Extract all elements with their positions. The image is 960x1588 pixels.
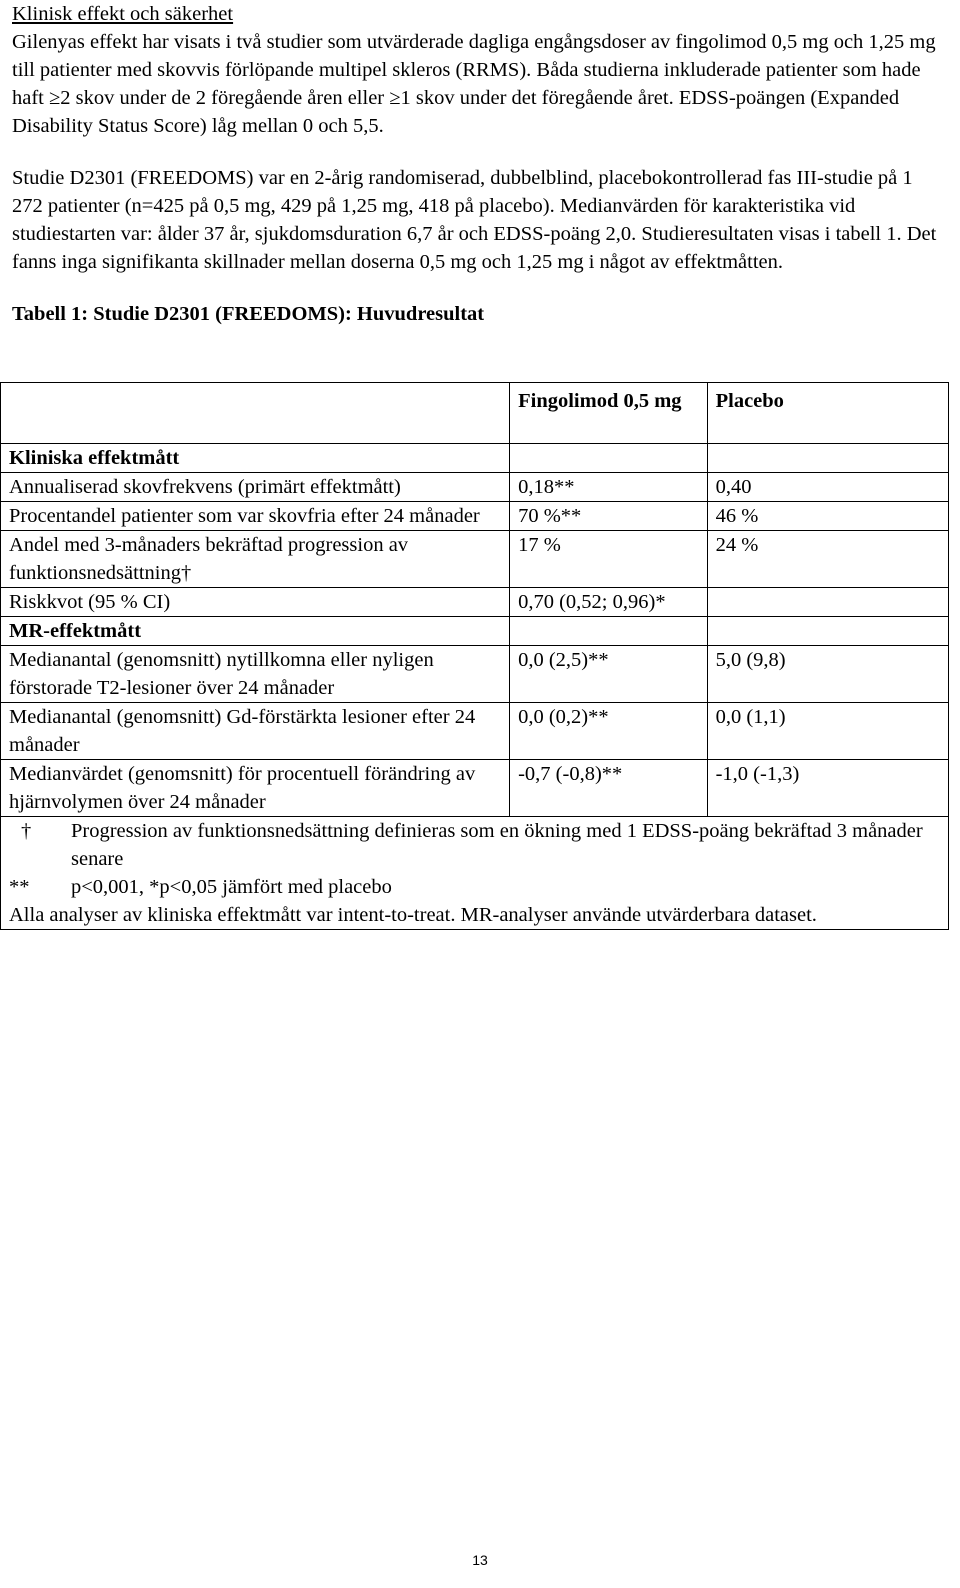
header-placebo: Placebo [707,383,948,444]
section-heading: Klinisk effekt och säkerhet [12,3,234,25]
row-placebo-value: 46 % [707,502,948,531]
row-drug-value: 0,0 (0,2)** [510,703,708,760]
table-row [1,646,949,703]
row-drug-value: 0,18** [510,473,708,502]
row-label: Medianantal (genomsnitt) nytillkomna eller nyligen förstorade T2-lesioner över 24 månader [1,646,510,703]
footnote-mark-dagger: † [21,820,32,842]
empty-cell [510,444,708,473]
results-table [0,382,949,930]
header-empty-cell [1,383,510,444]
empty-cell [707,617,948,646]
row-placebo-value: 24 % [707,531,948,588]
row-placebo-value: -1,0 (-1,3) [707,760,948,817]
row-drug-value: 70 %** [510,502,708,531]
row-drug-value: -0,7 (-0,8)** [510,760,708,817]
section-label-clinical: Kliniska effektmått [1,444,510,473]
header-fingolimod: Fingolimod 0,5 mg [510,383,708,444]
section-row-mr [1,617,949,646]
row-label: Procentandel patienter som var skovfria efter 24 månader [1,502,510,531]
empty-cell [707,444,948,473]
row-label: Riskkvot (95 % CI) [1,588,510,617]
footnote-line [9,817,940,873]
table-row [1,760,949,817]
footnote-text: p<0,001, *p<0,05 jämfört med placebo [71,876,392,898]
section-row-clinical [1,444,949,473]
document-page [12,0,948,328]
row-label: Andel med 3-månaders bekräftad progression av funktionsnedsättning† [1,531,510,588]
row-placebo-value: 0,40 [707,473,948,502]
page-number: 13 [472,1552,488,1568]
row-placebo-value [707,588,948,617]
row-label: Medianvärdet (genomsnitt) för procentuell förändring av hjärnvolymen över 24 månader [1,760,510,817]
footnote-mark-double-asterisk: ** [9,876,30,898]
row-placebo-value: 0,0 (1,1) [707,703,948,760]
empty-cell [510,617,708,646]
row-drug-value: 0,70 (0,52; 0,96)* [510,588,708,617]
footnote-row [1,817,949,930]
paragraph-study: Studie D2301 (FREEDOMS) var en 2-årig randomiserad, dubbelblind, placebokontrollerad fas III-studie på 1 272 patienter (n=425 på 0,5 mg, 429 på 1,25 mg, 418 på placebo). Medianvärden för karakteristika vid studiestarten var: ålder 37 år, sjukdomsduration 6,7 år och EDSS-poäng 2,0. Studieresultaten visas i tabell 1. Det fanns inga signifikanta skillnader mellan doserna 0,5 mg och 1,25 mg i något av effektmåtten. [12,167,937,273]
table-row [1,588,949,617]
footnote-line [9,873,940,901]
row-placebo-value: 5,0 (9,8) [707,646,948,703]
table-header-row [1,383,949,444]
table-row [1,703,949,760]
footnote-cell [1,817,949,930]
table-row [1,473,949,502]
footnote-note: Alla analyser av kliniska effektmått var intent-to-treat. MR-analyser använde utvärderbara dataset. [9,904,817,926]
row-drug-value: 0,0 (2,5)** [510,646,708,703]
section-label-mr: MR-effektmått [1,617,510,646]
table-title: Tabell 1: Studie D2301 (FREEDOMS): Huvudresultat [12,303,485,325]
table-row [1,502,949,531]
row-drug-value: 17 % [510,531,708,588]
footnote-text: Progression av funktionsnedsättning definieras som en ökning med 1 EDSS-poäng bekräftad 3 månader senare [71,820,923,870]
row-label: Annualiserad skovfrekvens (primärt effektmått) [1,473,510,502]
paragraph-intro: Gilenyas effekt har visats i två studier som utvärderade dagliga engångsdoser av fingolimod 0,5 mg och 1,25 mg till patienter med skovvis förlöpande multipel skleros (RRMS). Båda studierna inkluderade patienter som hade haft ≥2 skov under de 2 föregående åren eller ≥1 skov under det föregående året. EDSS-poängen (Expanded Disability Status Score) låg mellan 0 och 5,5. [12,31,936,137]
row-label: Medianantal (genomsnitt) Gd-förstärkta lesioner efter 24 månader [1,703,510,760]
table-row [1,531,949,588]
